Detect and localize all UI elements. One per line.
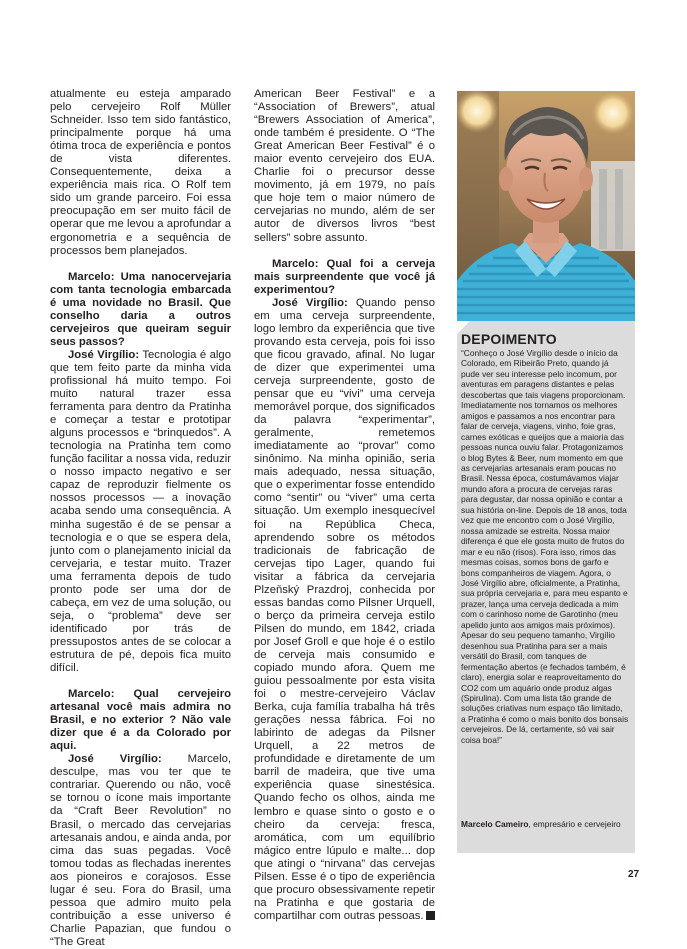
speaker-label: José Virgílio:: [68, 348, 140, 361]
interview-answer: [50, 349, 231, 675]
speaker-label: José Virgílio:: [272, 296, 348, 309]
answer-text: Marcelo, desculpe, mas vou ter que te contrariar. Querendo ou não, você se tornou o ícone mais importante da “Craft Beer Revolution” no Brasil, o mercado das cervejarias artesanais andou, e ainda anda, por cima das suas pegadas. Você tomou todas as flechadas inerentes aos pioneiros e corajosos. Esse lugar é seu. Fora do Brasil, uma pessoa que admiro muito pela contribuição a esse universo é Charlie Papazian, que fundou o “The Great: [50, 753, 231, 948]
interview-question: Marcelo: Uma nanocervejaria com tanta tecnologia embarcada é uma novidade no Brasil. Que conselho daria a outros cervejeiros que queiram seguir seus passos?: [50, 270, 231, 348]
interview-question: Marcelo: Qual foi a cerveja mais surpreendente que você já experimentou?: [254, 257, 435, 296]
sidebar-title: DEPOIMENTO: [461, 331, 557, 347]
interview-answer: [50, 753, 231, 949]
interview-question: Marcelo: Qual cervejeiro artesanal você mais admira no Brasil, e no exterior ? Não vale dizer que é a da Colorado por aqui.: [50, 688, 231, 753]
testimonial-signature: [461, 819, 629, 829]
signature-role: , empresário e cervejeiro: [528, 819, 621, 829]
signature-name: Marcelo Cameiro: [461, 819, 529, 829]
testimonial-text: “Conheço o José Virgílio desde o início da Colorado, em Ribeirão Preto, quando já pude ver seu interesse pelo incomum, por aventuras em paragens distantes e pelas descobertas que tais viagens proporcionam. Imediatamente nos tornamos os melhores amigos e passamos a nos encontrar para falar de cerveja, viagens, vinho, foie gras, carnes exóticas e queijos que a maioria das pessoas nunca ouviu falar. Protagonizamos o blog Bytes & Beer, num momento em que as cervejarias artesanais eram poucas no Brasil. Nessa época, costumávamos viajar mundo afora a procura de cervejas raras para degustar, dar nossa opinião e contar a sua história on-line. Depois de 18 anos, toda vez que me encontro com o José Virgílio, nossa amizade se estreita. Nossa maior diferença é que ele gosta muito de frutos do mar e eu não (risos). Fora isso, rimos das mesmas coisas, somos bons de garfo e bons companheiros de viagem. Agora, o José Virgílio abre, oficialmente, a Pratinha, sua própria cervejaria e, para meu espanto e prazer, lança uma cerveja dedicada a mim com o carinhoso nome de Garotinho (meu apelido junto aos amigos mais próximos). Apesar do seu pequeno tamanho, Virgílio desenhou sua Pratinha para ser a mais versátil do Brasil, com tanques de fermentação abertos (e fechados também, é claro), energia solar e reaproveitamento do CO2 com um aquário onde produz algas (Spirulina). Com uma lista tão grande de soluções criativas num espaço tão limitado, a Pratinha é como o mais bonito dos bonsais cervejeiros. De lá, certamente, só vai sair coisa boa!”: [461, 348, 629, 745]
speaker-label: José Virgílio:: [68, 753, 162, 766]
interview-answer: [254, 297, 435, 923]
paragraph: American Beer Festival” e a “Association of Brewers”, atual “Brewers Association of America”, onde também é presidente. O “The Great American Beer Festival” é o maior evento cervejeiro dos EUA. Charlie foi o precursor desse movimento, já em 1979, no país que hoje tem o maior número de cervejarias no mundo, além de ser autor de diversos livros “best sellers” sobre assunto.: [254, 88, 435, 244]
page-number: 27: [628, 869, 640, 880]
end-mark-icon: [426, 911, 435, 920]
testimonial-sidebar: [457, 321, 635, 853]
article-column-1: [50, 88, 231, 949]
portrait-photo: [457, 91, 635, 321]
paragraph: atualmente eu esteja amparado pelo cervejeiro Rolf Müller Schneider. Isso tem sido fantástico, principalmente porque há uma ótima troca de experiência e pontos de vista diferentes. Consequentemente, deixa a experiência mais rica. O Rolf tem sido um grande parceiro. Foi essa preocupação em ser muito fácil de operar que me levou a aprofundar a ergonometria e a sequência de processos bem planejados.: [50, 88, 231, 257]
article-column-2: [254, 88, 435, 923]
portrait-illustration: [457, 91, 635, 321]
answer-text: Quando penso em uma cerveja surpreendente, logo lembro da experiência que tive provando esta cerveja, pois foi isso que ficou gravado, afinal. No lugar de dizer que experimentei uma cerveja surpreendente, gosto de pensar que eu “vivi” uma cerveja memorável porque, dos significados da palavra “experimentar”, geralmente, remetemos imediatamente ao “provar” como sinônimo. Na minha opinião, seria mais adequado, nessa situação, que o experimentar fosse entendido como “sentir” ou “viver” uma certa situação. Um exemplo inesquecível foi na República Checa, aprendendo sobre os métodos tradicionais de fabricação de cervejas tipo Lager, quando fui visitar a fábrica da cervejaria Plzeňský Prazdroj, conhecida por essas bandas como Pilsner Urquell, o berço da primeira cerveja estilo Pilsen do mundo, em 1842, criada por Josef Groll e que hoje é o estilo de cerveja mais consumido e copiado mundo afora. Quem me guiou pessoalmente por esta visita foi o mestre-cervejeiro Václav Berka, cuja família trabalha há três gerações nessa fábrica. Foi no labirinto de adegas da Pilsner Urquell, a 22 metros de profundidade e diretamente de um barril de madeira, que tive uma experiência quase sinestésica. Quando fecho os olhos, ainda me lembro e quase sinto o gosto e o cheiro da cerveja: fresca, aromática, com um equilíbrio mágico entre lúpulo e malte... dop que atingi o “nirvana” das cervejas Pilsen. Esse é o tipo de experiência que procuro obsessivamente repetir na Pratinha e que gostaria de compartilhar com outras pessoas.: [254, 296, 435, 922]
answer-text: Tecnologia é algo que tem feito parte da minha vida profissional há muito tempo. Foi muito natural trazer essa ferramenta para dentro da Pratinha e começar a testar e prototipar alguns processos e “brinquedos”. A tecnologia na Pratinha tem como função facilitar a nossa vida, reduzir o nosso impacto negativo e ser capaz de reproduzir fielmente os nossos processos — a inovação acaba sendo uma consequência. A minha sugestão é de se pensar a tecnologia e o que se espera dela, junto com o planejamento inicial da cervejaria, e testar muito. Trazer uma ferramenta depois de tudo pronto pode ser uma dor de cabeça, em vez de uma solução, ou seja, o “problema” deve ser identificado por trás de pressupostos antes de se colocar a estrutura de pé, depois fica muito difícil.: [50, 348, 232, 675]
